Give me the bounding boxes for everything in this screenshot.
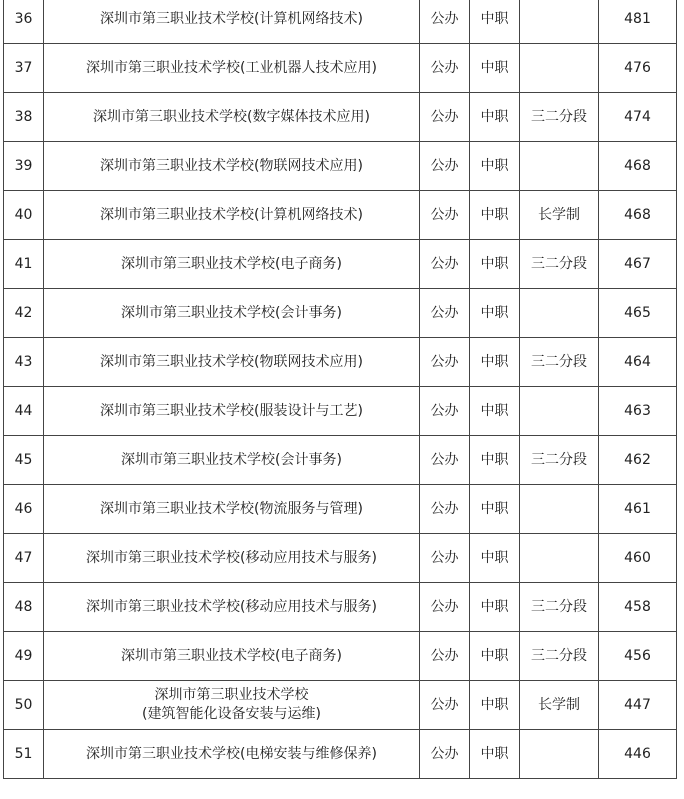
- table-row: [4, 534, 677, 583]
- school-program-cell: [44, 730, 420, 779]
- program-track-cell: [520, 289, 599, 338]
- admission-score-cell: 462: [599, 436, 677, 485]
- row-number-cell: 41: [4, 240, 44, 289]
- row-number-cell: 45: [4, 436, 44, 485]
- school-program-cell: [44, 44, 420, 93]
- table-row: [4, 681, 677, 730]
- school-type-cell: 公办: [420, 142, 470, 191]
- school-program-line: 深圳市第三职业技术学校(物流服务与管理): [100, 500, 363, 517]
- admission-score-cell: 458: [599, 583, 677, 632]
- school-program-cell: [44, 681, 420, 730]
- school-type-cell: 公办: [420, 387, 470, 436]
- school-level-cell: 中职: [470, 289, 520, 338]
- school-level-cell: 中职: [470, 93, 520, 142]
- school-program-line: 深圳市第三职业技术学校(物联网技术应用): [100, 157, 363, 174]
- table-row: [4, 387, 677, 436]
- school-type-cell: 公办: [420, 191, 470, 240]
- row-number-cell: 51: [4, 730, 44, 779]
- program-track-cell: 三二分段: [520, 93, 599, 142]
- admission-score-table: [3, 0, 677, 779]
- school-level-cell: 中职: [470, 681, 520, 730]
- school-program-line: 深圳市第三职业技术学校(移动应用技术与服务): [86, 549, 377, 566]
- program-track-cell: [520, 142, 599, 191]
- table-row: [4, 142, 677, 191]
- school-program-cell: [44, 191, 420, 240]
- school-program-line: 深圳市第三职业技术学校(服装设计与工艺): [100, 402, 363, 419]
- admission-score-cell: 461: [599, 485, 677, 534]
- admission-score-cell: 464: [599, 338, 677, 387]
- admission-score-cell: 474: [599, 93, 677, 142]
- school-program-line: 深圳市第三职业技术学校(数字媒体技术应用): [93, 108, 370, 125]
- program-track-cell: [520, 730, 599, 779]
- school-program-line: 深圳市第三职业技术学校: [154, 687, 309, 703]
- admission-score-cell: 465: [599, 289, 677, 338]
- school-program-line: 深圳市第三职业技术学校(会计事务): [121, 304, 342, 321]
- table-row: [4, 289, 677, 338]
- school-program-line: 深圳市第三职业技术学校(电梯安装与维修保养): [86, 745, 377, 762]
- table-row: [4, 436, 677, 485]
- program-track-cell: [520, 387, 599, 436]
- school-program-cell: [44, 387, 420, 436]
- table-row: [4, 583, 677, 632]
- table-body: [4, 0, 677, 779]
- school-level-cell: 中职: [470, 44, 520, 93]
- school-type-cell: 公办: [420, 0, 470, 44]
- school-type-cell: 公办: [420, 583, 470, 632]
- program-track-cell: [520, 485, 599, 534]
- school-program-cell: [44, 289, 420, 338]
- school-type-cell: 公办: [420, 93, 470, 142]
- school-program-line: (建筑智能化设备安装与运维): [142, 706, 321, 722]
- school-type-cell: 公办: [420, 289, 470, 338]
- school-program-cell: [44, 632, 420, 681]
- school-level-cell: 中职: [470, 0, 520, 44]
- school-type-cell: 公办: [420, 681, 470, 730]
- school-type-cell: 公办: [420, 534, 470, 583]
- admission-score-cell: 456: [599, 632, 677, 681]
- school-program-line: 深圳市第三职业技术学校(移动应用技术与服务): [86, 598, 377, 615]
- school-type-cell: 公办: [420, 436, 470, 485]
- school-program-line: 深圳市第三职业技术学校(会计事务): [121, 451, 342, 468]
- school-level-cell: 中职: [470, 240, 520, 289]
- school-program-cell: [44, 142, 420, 191]
- admission-score-cell: 468: [599, 191, 677, 240]
- program-track-cell: [520, 0, 599, 44]
- admission-score-cell: 447: [599, 681, 677, 730]
- school-program-cell: [44, 485, 420, 534]
- program-track-cell: 三二分段: [520, 583, 599, 632]
- school-program-cell: [44, 0, 420, 44]
- school-program-cell: [44, 583, 420, 632]
- table-row: [4, 730, 677, 779]
- table-row: [4, 93, 677, 142]
- table-row: [4, 338, 677, 387]
- school-level-cell: 中职: [470, 632, 520, 681]
- school-level-cell: 中职: [470, 191, 520, 240]
- school-level-cell: 中职: [470, 583, 520, 632]
- admission-score-cell: 476: [599, 44, 677, 93]
- row-number-cell: 47: [4, 534, 44, 583]
- school-program-line: 深圳市第三职业技术学校(物联网技术应用): [100, 353, 363, 370]
- row-number-cell: 43: [4, 338, 44, 387]
- school-level-cell: 中职: [470, 730, 520, 779]
- school-program-cell: [44, 534, 420, 583]
- table-row: [4, 44, 677, 93]
- school-type-cell: 公办: [420, 485, 470, 534]
- table-row: [4, 0, 677, 44]
- admission-score-cell: 467: [599, 240, 677, 289]
- program-track-cell: 三二分段: [520, 632, 599, 681]
- table-row: [4, 240, 677, 289]
- school-program-line: 深圳市第三职业技术学校(电子商务): [121, 647, 342, 664]
- row-number-cell: 40: [4, 191, 44, 240]
- row-number-cell: 48: [4, 583, 44, 632]
- admission-score-cell: 460: [599, 534, 677, 583]
- program-track-cell: [520, 534, 599, 583]
- school-type-cell: 公办: [420, 44, 470, 93]
- program-track-cell: 长学制: [520, 191, 599, 240]
- program-track-cell: 三二分段: [520, 436, 599, 485]
- row-number-cell: 39: [4, 142, 44, 191]
- school-type-cell: 公办: [420, 632, 470, 681]
- table-row: [4, 485, 677, 534]
- row-number-cell: 36: [4, 0, 44, 44]
- row-number-cell: 38: [4, 93, 44, 142]
- school-level-cell: 中职: [470, 387, 520, 436]
- school-program-line: 深圳市第三职业技术学校(工业机器人技术应用): [86, 59, 377, 76]
- school-type-cell: 公办: [420, 338, 470, 387]
- school-program-line: 深圳市第三职业技术学校(计算机网络技术): [100, 206, 363, 223]
- school-type-cell: 公办: [420, 240, 470, 289]
- school-program-cell: [44, 436, 420, 485]
- school-level-cell: 中职: [470, 142, 520, 191]
- program-track-cell: 三二分段: [520, 338, 599, 387]
- row-number-cell: 46: [4, 485, 44, 534]
- school-program-cell: [44, 240, 420, 289]
- school-program-cell: [44, 338, 420, 387]
- program-track-cell: [520, 44, 599, 93]
- table-row: [4, 632, 677, 681]
- school-level-cell: 中职: [470, 436, 520, 485]
- table-row: [4, 191, 677, 240]
- row-number-cell: 37: [4, 44, 44, 93]
- admission-score-cell: 468: [599, 142, 677, 191]
- program-track-cell: 三二分段: [520, 240, 599, 289]
- row-number-cell: 42: [4, 289, 44, 338]
- school-type-cell: 公办: [420, 730, 470, 779]
- school-level-cell: 中职: [470, 338, 520, 387]
- school-program-line: 深圳市第三职业技术学校(计算机网络技术): [100, 10, 363, 27]
- row-number-cell: 50: [4, 681, 44, 730]
- program-track-cell: 长学制: [520, 681, 599, 730]
- school-level-cell: 中职: [470, 485, 520, 534]
- admission-score-cell: 481: [599, 0, 677, 44]
- admission-score-cell: 463: [599, 387, 677, 436]
- row-number-cell: 49: [4, 632, 44, 681]
- row-number-cell: 44: [4, 387, 44, 436]
- school-program-cell: [44, 93, 420, 142]
- school-program-line: 深圳市第三职业技术学校(电子商务): [121, 255, 342, 272]
- admission-score-cell: 446: [599, 730, 677, 779]
- school-level-cell: 中职: [470, 534, 520, 583]
